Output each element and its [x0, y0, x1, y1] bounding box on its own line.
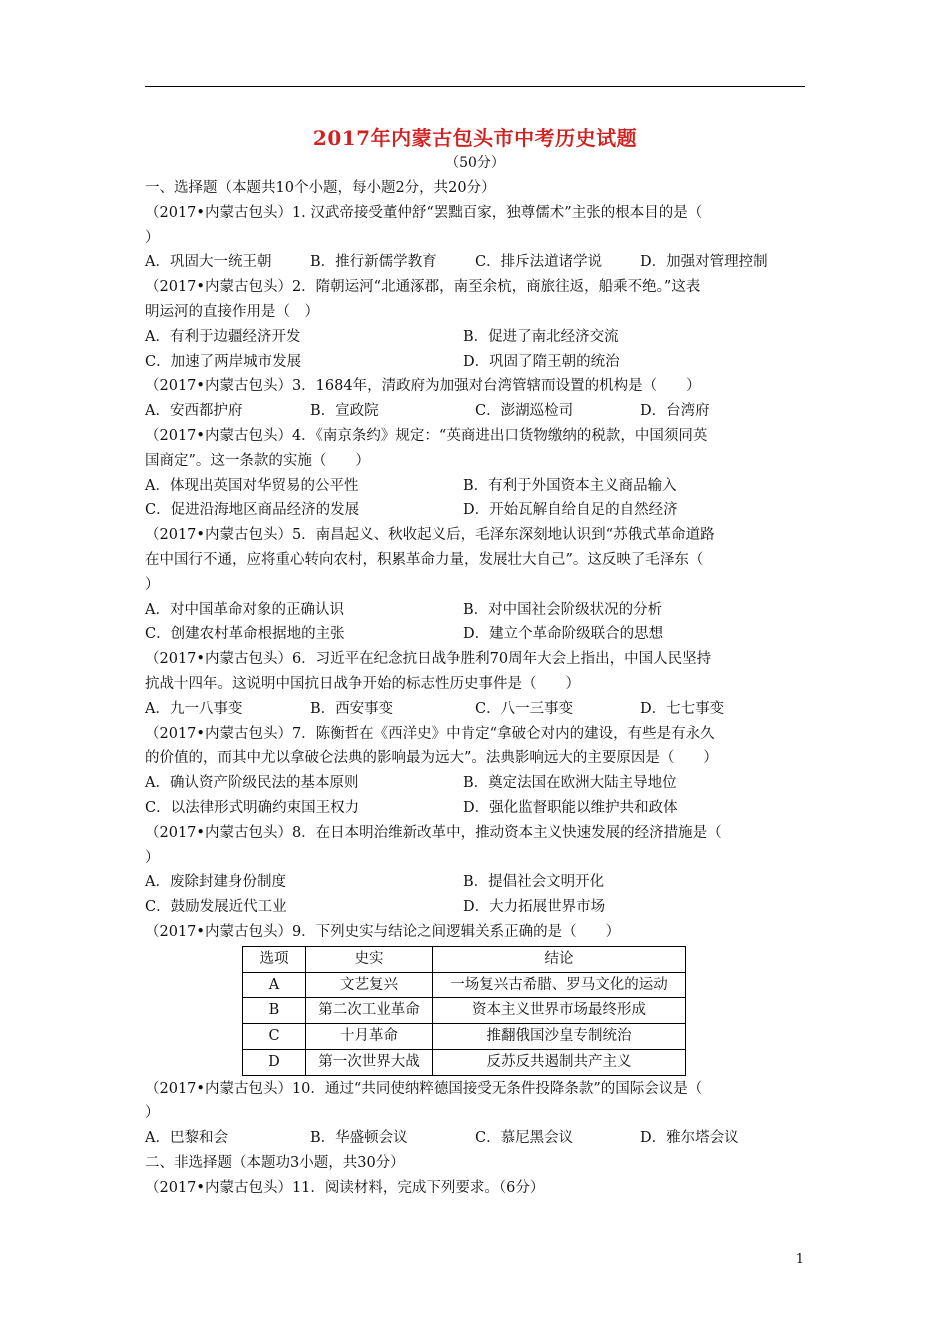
question-10-stem: （2017•内蒙古包头）10．通过“共同使纳粹德国接受无条件投降条款”的国际会议是（: [145, 1080, 703, 1097]
question-10-options: [145, 1126, 807, 1151]
table-header: 史实: [306, 946, 433, 972]
option-a: A．巩固大一统王朝: [145, 254, 272, 271]
option-c: C．八一三事变: [475, 700, 574, 717]
question-9-table: [242, 946, 686, 1076]
question-1-stem: （2017•内蒙古包头）1. 汉武帝接受董仲舒“罢黜百家，独尊儒术”主张的根本目的是（: [145, 204, 703, 221]
table-cell: 一场复兴古希腊、罗马文化的运动: [433, 972, 686, 998]
option-a: A．有利于边疆经济开发: [145, 328, 301, 345]
option-a: A．废除封建身份制度: [145, 874, 286, 891]
question-6-options: [145, 697, 807, 722]
option-d: D．雅尔塔会议: [640, 1130, 739, 1147]
question-6-stem: （2017•内蒙古包头）6．习近平在纪念抗日战争胜利70周年大会上指出，中国人民坚持: [145, 651, 712, 668]
question-8-stem-cont: ）: [145, 849, 160, 866]
question-2-options-ab: [145, 325, 807, 350]
table-cell: 文艺复兴: [306, 972, 433, 998]
option-b: B．宣政院: [310, 403, 379, 420]
option-b: B．华盛顿会议: [310, 1130, 408, 1147]
question-9-stem: （2017•内蒙古包头）9．下列史实与结论之间逻辑关系正确的是（ ）: [145, 923, 621, 940]
table-header: 选项: [243, 946, 306, 972]
table-header: 结论: [433, 946, 686, 972]
question-11-stem: （2017•内蒙古包头）11．阅读材料，完成下列要求。（6分）: [145, 1179, 545, 1196]
option-a: A．对中国革命对象的正确认识: [145, 601, 344, 618]
option-b: B．推行新儒学教育: [310, 254, 437, 271]
question-5-stem-end: ）: [145, 576, 160, 593]
question-4-stem-cont: 国商定”。这一条款的实施（ ）: [145, 452, 370, 469]
question-7-options-cd: [145, 796, 807, 821]
page-number: 1: [795, 1252, 804, 1267]
option-c: C．加速了两岸城市发展: [145, 353, 302, 370]
option-d: D．巩固了隋王朝的统治: [463, 353, 620, 370]
option-a: A．巴黎和会: [145, 1130, 228, 1147]
question-6-stem-cont: 抗战十四年。这说明中国抗日战争开始的标志性历史事件是（ ）: [145, 675, 580, 692]
question-3-stem: （2017•内蒙古包头）3．1684年，清政府为加强对台湾管辖而设置的机构是（ ）: [145, 378, 701, 395]
total-score: （50分）: [445, 155, 505, 171]
option-d: D．建立个革命阶级联合的思想: [463, 626, 664, 643]
option-b: B．奠定法国在欧洲大陆主导地位: [463, 775, 677, 792]
table-header-row: [243, 946, 686, 972]
question-5-stem-cont: 在中国行不通，应将重心转向农村，积累革命力量，发展壮大自己”。这反映了毛泽东（: [145, 551, 704, 568]
question-2-options-cd: [145, 350, 807, 375]
header-rule: [145, 86, 805, 87]
option-d: D．台湾府: [640, 403, 710, 420]
section-heading-nonchoice: 二、非选择题（本题功3小题，共30分）: [145, 1155, 405, 1172]
table-row: [243, 1049, 686, 1075]
table-row: [243, 998, 686, 1024]
section-heading-choice: 一、选择题（本题共10个小题，每小题2分，共20分）: [145, 180, 496, 196]
table-row: [243, 1024, 686, 1050]
question-2-stem: （2017•内蒙古包头）2．隋朝运河“北通涿郡，南至余杭，商旅往返，船乘不绝。”这表: [145, 279, 701, 296]
table-cell: 推翻俄国沙皇专制统治: [433, 1024, 686, 1050]
table-cell: 第二次工业革命: [306, 998, 433, 1024]
question-10-stem-cont: ）: [145, 1105, 160, 1122]
option-b: B．对中国社会阶级状况的分析: [463, 601, 663, 618]
question-5-stem: （2017•内蒙古包头）5．南昌起义、秋收起义后，毛泽东深刻地认识到“苏俄式革命道路: [145, 527, 715, 544]
option-d: D．开始瓦解自给自足的自然经济: [463, 502, 678, 519]
option-a: A．确认资产阶级民法的基本原则: [145, 775, 359, 792]
question-2-stem-cont: 明运河的直接作用是（ ）: [145, 303, 319, 320]
option-d: D．加强对管理控制: [640, 254, 768, 271]
option-b: B．提倡社会文明开化: [463, 874, 605, 891]
question-8-stem: （2017•内蒙古包头）8．在日本明治维新改革中，推动资本主义快速发展的经济措施是（: [145, 824, 722, 841]
question-5-options-ab: [145, 598, 807, 623]
question-8-options-cd: [145, 895, 807, 920]
page-title: 2017年内蒙古包头市中考历史试题: [312, 126, 638, 150]
option-a: A．九一八事变: [145, 700, 243, 717]
question-4-stem: （2017•内蒙古包头）4．《南京条约》规定：“英商进出口货物缴纳的税款，中国须同英: [145, 427, 708, 444]
option-b: B．促进了南北经济交流: [463, 328, 619, 345]
option-a: A．安西都护府: [145, 403, 243, 420]
question-7-stem: （2017•内蒙古包头）7．陈衡哲在《西洋史》中肯定“拿破仑对内的建设，有些是有永久: [145, 725, 715, 742]
table-cell: 第一次世界大战: [306, 1049, 433, 1075]
option-d: D．强化监督职能以维护共和政体: [463, 799, 678, 816]
option-c: C．鼓励发展近代工业: [145, 899, 287, 916]
question-4-options-cd: [145, 498, 807, 523]
question-3-options: [145, 399, 807, 424]
option-b: B．西安事变: [310, 700, 394, 717]
option-c: C．慕尼黑会议: [475, 1130, 574, 1147]
exam-content: [145, 176, 807, 1201]
option-c: C．创建农村革命根据地的主张: [145, 626, 345, 643]
table-cell: A: [243, 972, 306, 998]
option-b: B．有利于外国资本主义商品输入: [463, 477, 677, 494]
question-7-options-ab: [145, 771, 807, 796]
table-cell: B: [243, 998, 306, 1024]
table-cell: C: [243, 1024, 306, 1050]
question-5-options-cd: [145, 622, 807, 647]
question-7-stem-cont: 的价值的，而其中尤以拿破仑法典的影响最为远大”。法典影响远大的主要原因是（ ）: [145, 750, 718, 767]
option-a: A．体现出英国对华贸易的公平性: [145, 477, 359, 494]
table-cell: 十月革命: [306, 1024, 433, 1050]
option-d: D．七七事变: [640, 700, 725, 717]
table-cell: D: [243, 1049, 306, 1075]
question-1-options: [145, 250, 807, 275]
option-c: C．以法律形式明确约束国王权力: [145, 799, 360, 816]
option-c: C．排斥法道诸学说: [475, 254, 603, 271]
table-cell: 反苏反共遏制共产主义: [433, 1049, 686, 1075]
table-cell: 资本主义世界市场最终形成: [433, 998, 686, 1024]
table-row: [243, 972, 686, 998]
option-d: D．大力拓展世界市场: [463, 899, 606, 916]
option-c: C．促进沿海地区商品经济的发展: [145, 502, 360, 519]
question-1-stem-cont: ）: [145, 229, 160, 246]
question-8-options-ab: [145, 870, 807, 895]
question-4-options-ab: [145, 474, 807, 499]
option-c: C．澎湖巡检司: [475, 403, 574, 420]
